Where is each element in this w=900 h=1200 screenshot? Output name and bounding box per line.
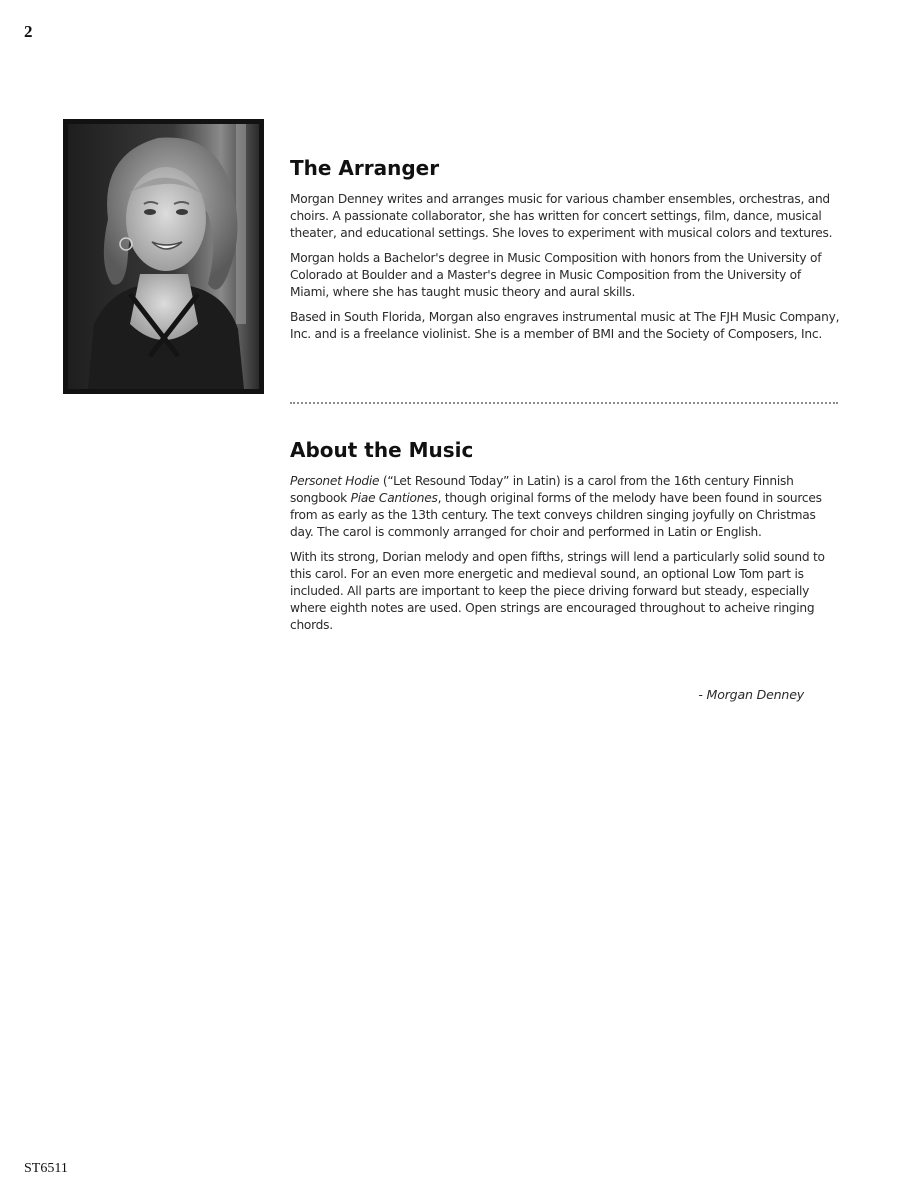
arranger-paragraph: Based in South Florida, Morgan also engraves instrumental music at The FJH Music Company, Inc. and is a freelance violinist. She is a member of BMI and the Society of Composers, Inc.: [290, 310, 840, 341]
author-signature: - Morgan Denney: [698, 687, 804, 702]
piece-title: Personet Hodie: [290, 474, 380, 488]
portrait-image: [68, 124, 259, 389]
about-music-paragraph: [290, 473, 840, 541]
about-music-heading: About the Music: [290, 438, 474, 462]
arranger-photo: [63, 119, 264, 394]
page-number: 2: [24, 22, 33, 41]
arranger-paragraph: Morgan holds a Bachelor's degree in Music Composition with honors from the University of Colorado at Boulder and a Master's degree in Music Composition from the University of Miami, where she has taught music theory and aural skills.: [290, 251, 822, 299]
paragraph-text: (“Let Resound Today” in Latin) is a carol from the 16th century Finnish songbook: [290, 474, 794, 505]
dotted-divider: [290, 402, 838, 404]
about-music-paragraph: With its strong, Dorian melody and open fifths, strings will lend a particularly solid sound to this carol. For an even more energetic and medieval sound, an optional Low Tom part is included. All parts are important to keep the piece driving forward but steady, especially where eighth notes are used. Open strings are encouraged throughout to acheive ringing chords.: [290, 550, 825, 632]
arranger-paragraph: Morgan Denney writes and arranges music for various chamber ensembles, orchestras, and choirs. A passionate collaborator, she has written for concert settings, film, dance, musical theater, and educational settings. She loves to experiment with musical colors and textures.: [290, 192, 833, 240]
songbook-title: Piae Cantiones: [350, 491, 438, 505]
arranger-heading: The Arranger: [290, 156, 440, 180]
catalog-code: ST6511: [24, 1161, 68, 1176]
arranger-section: [290, 154, 840, 351]
about-music-section: [290, 436, 840, 642]
paragraph-text: , though original forms of the melody have been found in sources from as early as the 13th century. The text conveys children singing joyfully on Christmas day. The carol is commonly arranged for choir and performed in Latin or English.: [290, 491, 822, 539]
